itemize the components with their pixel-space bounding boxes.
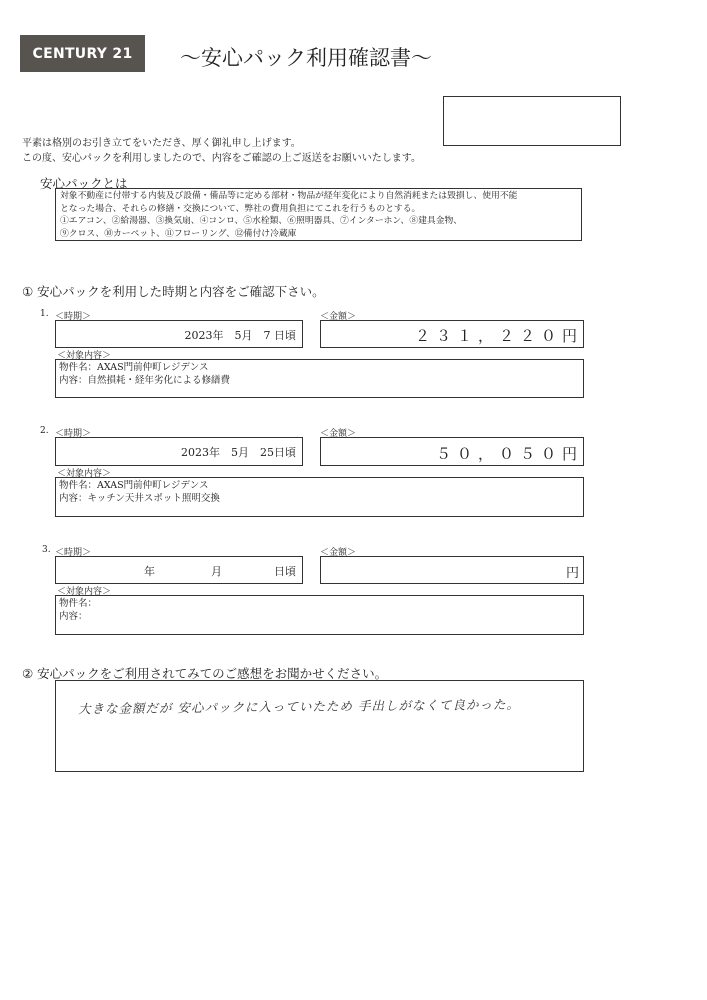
document-title: ～安心パック利用確認書～ xyxy=(180,46,432,70)
entry1-amount-label: ＜金額＞ xyxy=(320,312,357,322)
entry3-amount-label: ＜金額＞ xyxy=(320,548,357,558)
entry3-period-field[interactable] xyxy=(55,556,303,584)
entry3-property: 物件名： xyxy=(59,598,98,609)
entry3-year-label: 年 xyxy=(144,565,155,578)
entry1-period-field[interactable] xyxy=(55,320,303,348)
entry1-period-label: ＜時期＞ xyxy=(55,312,92,322)
intro-text xyxy=(22,136,421,166)
entry1-amount-value: ２３１，２２０円 xyxy=(414,327,583,345)
entry2-period-label: ＜時期＞ xyxy=(55,429,92,439)
entry1-target-label: ＜対象内容＞ xyxy=(57,351,112,361)
entry3-number: 3. xyxy=(42,545,51,555)
intro-line: 平素は格別のお引き立てをいただき、厚く御礼申し上げます。 xyxy=(22,138,301,149)
entry2-amount-label: ＜金額＞ xyxy=(320,429,357,439)
entry2-period-value: 2023年 5月 25日頃 xyxy=(181,446,296,459)
entry3-amount-value: 円 xyxy=(565,566,579,581)
entry3-target-label: ＜対象内容＞ xyxy=(57,587,112,597)
entry1-content: 内容：自然損耗・経年劣化による修繕費 xyxy=(59,375,231,386)
section2-heading: ② 安心パックをご利用されてみてのご感想をお聞かせください。 xyxy=(22,666,388,681)
entry2-amount-value: ５０，０５０円 xyxy=(435,445,583,463)
entry2-period-field[interactable] xyxy=(55,437,303,466)
entry1-detail-box[interactable] xyxy=(55,359,584,398)
entry1-amount-field[interactable] xyxy=(320,320,584,348)
entry2-target-label: ＜対象内容＞ xyxy=(57,469,112,479)
entry1-property: 物件名：AXAS門前仲町レジデンス xyxy=(59,362,209,373)
definition-box xyxy=(55,188,582,241)
entry3-period-label: ＜時期＞ xyxy=(55,548,92,558)
entry2-number: 2. xyxy=(40,426,49,436)
entry2-content: 内容：キッチン天井スポット照明交換 xyxy=(59,493,220,504)
definition-heading: 安心パックとは xyxy=(40,176,128,191)
entry3-month-label: 月 xyxy=(211,565,222,578)
entry3-amount-field[interactable] xyxy=(320,556,584,584)
entry3-day-label: 日頃 xyxy=(274,565,296,578)
definition-line: ⑨クロス、⑩カーペット、⑪フローリング、⑫備付け冷蔵庫 xyxy=(60,228,297,239)
entry2-property: 物件名：AXAS門前仲町レジデンス xyxy=(59,480,209,491)
feedback-box[interactable] xyxy=(55,680,584,772)
entry3-detail-box[interactable] xyxy=(55,595,584,635)
entry2-amount-field[interactable] xyxy=(320,437,584,466)
century21-logo: CENTURY 21 xyxy=(20,35,145,72)
stamp-box xyxy=(443,96,621,146)
definition-line: ①エアコン、②給湯器、③換気扇、④コンロ、⑤水栓類、⑥照明器具、⑦インターホン、⑧建具金物、 xyxy=(60,216,463,226)
entry1-number: 1. xyxy=(40,309,49,319)
feedback-handwritten-text: 大きな金額だが 安心パックに入っていたため 手出しがなくて良かった。 xyxy=(77,696,521,717)
entry1-period-value: 2023年 5月 7 日頃 xyxy=(184,329,296,342)
entry3-content: 内容： xyxy=(59,611,88,622)
section1-heading: ① 安心パックを利用した時期と内容をご確認下さい。 xyxy=(22,284,325,299)
entry2-detail-box[interactable] xyxy=(55,477,584,517)
definition-line: となった場合、それらの修繕・交換について、弊社の費用負担にてこれを行うものとする。 xyxy=(60,203,421,214)
intro-line: この度、安心パックを利用しましたので、内容をご確認の上ご返送をお願いいたします。 xyxy=(22,153,421,164)
definition-line: 対象不動産に付帯する内装及び設備・備品等に定める部材・物品が経年変化により自然消耗または毀損し、使用不能 xyxy=(60,191,518,201)
